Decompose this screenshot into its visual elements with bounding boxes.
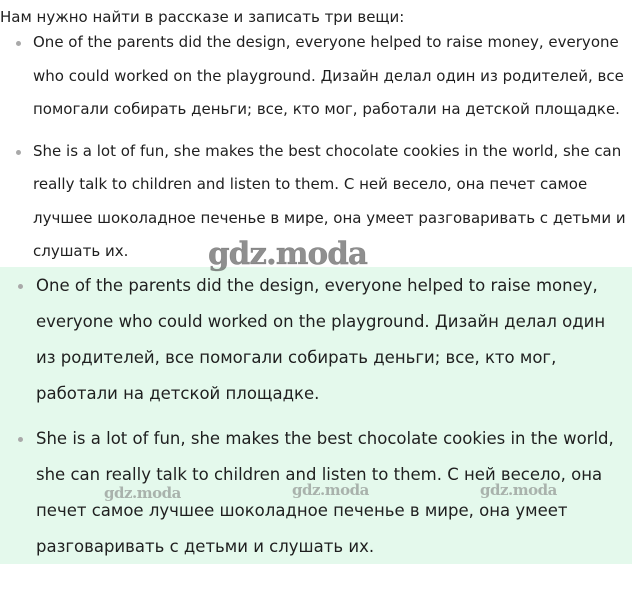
list-item-text: One of the parents did the design, everyone helped to raise money, everyone who could worked on the playground. Дизайн делал один из родителей, все помогали собирать деньги; все, кто мог, работали на детской площадке.	[36, 276, 606, 403]
list-item-text: One of the parents did the design, everyone helped to raise money, everyone who could worked on the playground. Дизайн делал один из родителей, все помогали собирать деньги; все, кто мог, работали на детской площадке.	[33, 33, 624, 118]
answer-list	[0, 268, 632, 565]
bullet-icon	[16, 150, 21, 155]
watermark-logo: gdz.moda	[292, 481, 369, 499]
watermark-logo: gdz.moda	[104, 484, 181, 502]
list-item-text: She is a lot of fun, she makes the best chocolate cookies in the world, she can really talk to children and listen to them. С ней весело, она печет самое лучшее шоколадное печенье в мире, она умеет разговаривать с детьми и слушать их.	[36, 429, 614, 556]
bullet-icon	[18, 437, 23, 442]
watermark-logo: gdz.moda	[208, 236, 367, 272]
intro-text: Нам нужно найти в рассказе и записать три вещи:	[0, 8, 405, 26]
list-item	[0, 135, 632, 269]
question-list	[0, 26, 632, 269]
list-item	[0, 268, 632, 412]
bullet-icon	[16, 41, 21, 46]
list-item	[0, 421, 632, 565]
watermark-logo: gdz.moda	[480, 481, 557, 499]
bullet-icon	[18, 284, 23, 289]
list-item	[0, 26, 632, 127]
list-item-text: She is a lot of fun, she makes the best chocolate cookies in the world, she can really talk to children and listen to them. С ней весело, она печет самое лучшее шоколадное печенье в мире, она умеет разговаривать с детьми и слушать их.	[33, 141, 626, 260]
